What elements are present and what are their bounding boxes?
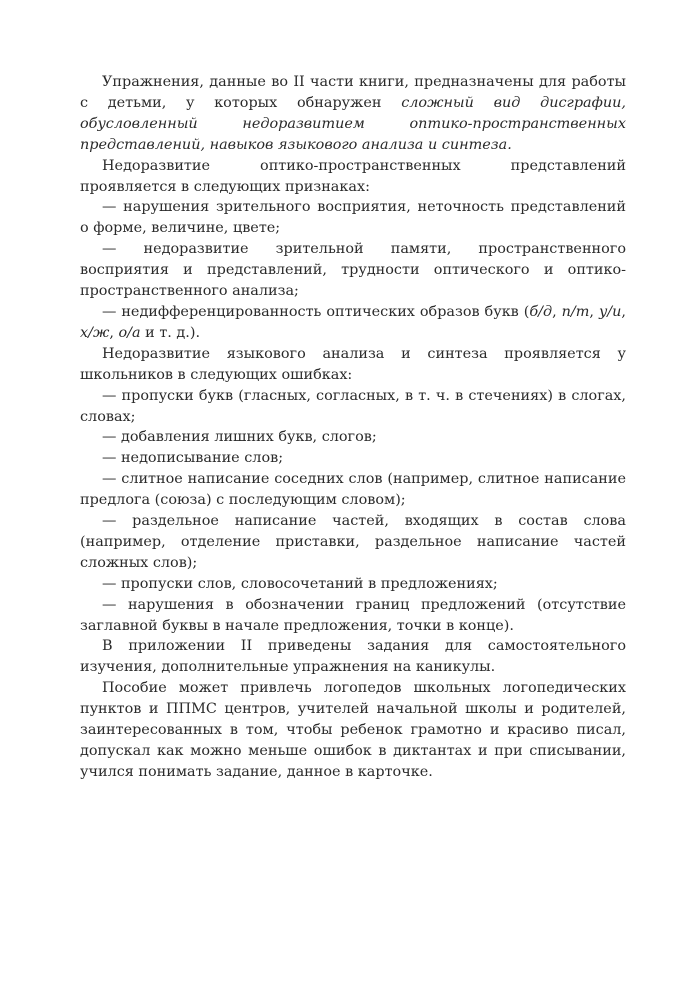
letters-tail: и т. д.). [140,324,201,341]
lang-item: — добавления лишних букв, слогов; [102,429,377,446]
letter-pair: х/ж [80,324,110,341]
lang-item: — нарушения в обозначении границ предложений (отсутствие заглавной буквы в начале предложения, точки в конце). [80,596,626,634]
separator: , [589,303,599,320]
lang-item: — раздельное написание частей, входящих в состав слова (например, отделение приставки, раздельное написание частей сложных слов); [80,513,626,571]
optic-item: — нарушения зрительного восприятия, неточность представлений о форме, величине, цвете; [80,199,626,237]
appendix-paragraph: В приложении II приведены задания для самостоятельного изучения, дополнительные упражнения на каникулы. [80,638,626,676]
lang-item: — пропуски букв (гласных, согласных, в т. ч. в стечениях) в слогах, словах; [80,387,626,425]
intro-paragraph [80,72,626,156]
intro-emphasis: сложный вид дисграфии, обусловленный недоразвитием оптико-пространственных представлений, навыков языкового анализа и синтеза. [80,94,626,153]
lang-item: — недописывание слов; [102,450,284,467]
letter-pair: б/д [529,303,553,320]
lang-item: — пропуски слов, словосочетаний в предложениях; [102,575,498,592]
letters-text: — недифференцированность оптических образов букв ( [102,303,530,320]
audience-paragraph: Пособие может привлечь логопедов школьных логопедических пунктов и ППМС центров, учителей начальной школы и родителей, заинтересованных в том, чтобы ребенок грамотно и красиво писал, допускал как можно меньше ошибок в диктантах и при списывании, учился понимать задание, данное в карточке. [80,680,626,780]
separator: , [621,303,626,320]
letter-pair: о/а [118,324,141,341]
lang-item: — слитное написание соседних слов (например, слитное написание предлога (союза) с последующим словом); [80,471,626,509]
optic-item: — недоразвитие зрительной памяти, пространственного восприятия и представлений, трудности оптического и оптико-пространственного анализа; [80,241,626,300]
separator: , [552,303,562,320]
letter-pair: п/т [561,303,590,320]
intro-text: Упражнения, данные во II части книги, предназначены для работы с детьми, у которых обнаружен [80,74,626,111]
body-text [80,72,626,783]
letters-item [80,302,626,344]
separator: , [109,324,119,341]
optic-heading-paragraph: Недоразвитие оптико-пространственных представлений проявляется в следующих признаках: [80,157,626,195]
letter-pair: у/и [598,303,622,320]
lang-heading-paragraph: Недоразвитие языкового анализа и синтеза проявляется у школьников в следующих ошибках: [80,345,626,383]
